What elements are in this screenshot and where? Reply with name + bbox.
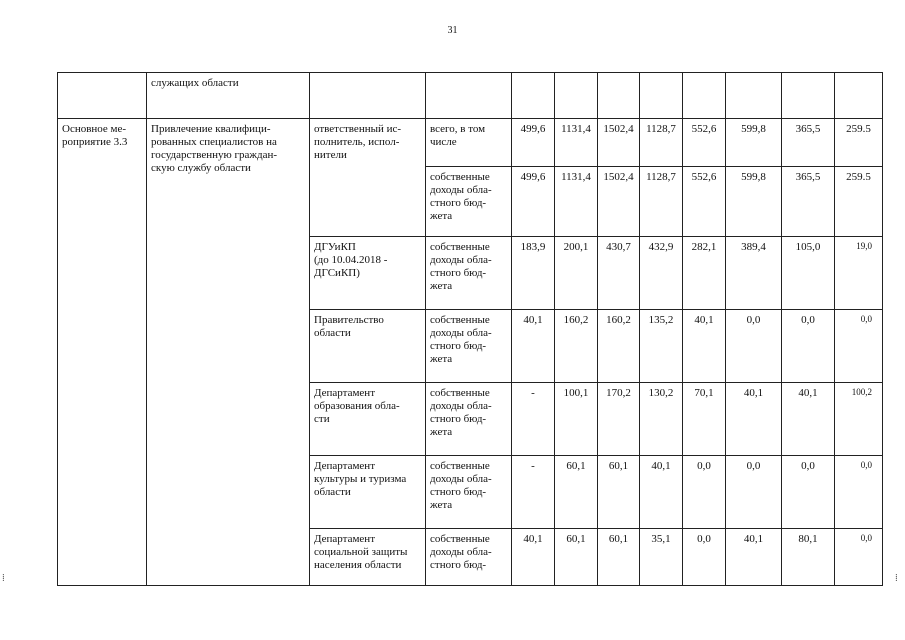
table-cell bbox=[555, 73, 598, 119]
executor-name: Департамент социальной защиты населения области bbox=[310, 529, 426, 586]
value-cell: 80,1 bbox=[782, 529, 835, 586]
funding-source: собственные доходы обла- стного бюд- bbox=[426, 529, 512, 586]
value-cell: - bbox=[512, 383, 555, 456]
value-cell: 1128,7 bbox=[640, 119, 683, 167]
value-cell: - bbox=[512, 456, 555, 529]
value-cell: 432,9 bbox=[640, 237, 683, 310]
budget-table bbox=[57, 72, 883, 586]
table-cell bbox=[640, 73, 683, 119]
executor-name: Правительство области bbox=[310, 310, 426, 383]
value-cell: 365,5 bbox=[782, 119, 835, 167]
event-name: Основное ме- роприятие 3.3 bbox=[58, 119, 147, 586]
table-cell bbox=[683, 73, 726, 119]
value-cell: 1502,4 bbox=[598, 119, 640, 167]
value-cell: 552,6 bbox=[683, 119, 726, 167]
value-cell: 0,0 bbox=[683, 456, 726, 529]
table-row bbox=[58, 119, 883, 167]
executor-name: ДГУиКП (до 10.04.2018 - ДГСиКП) bbox=[310, 237, 426, 310]
value-cell: 40,1 bbox=[782, 383, 835, 456]
value-cell: 599,8 bbox=[726, 167, 782, 237]
value-cell: 0,0 bbox=[726, 310, 782, 383]
value-cell: 0,0 bbox=[835, 310, 883, 383]
funding-source: собственные доходы обла- стного бюд- жета bbox=[426, 237, 512, 310]
value-cell: 365,5 bbox=[782, 167, 835, 237]
value-cell: 100,2 bbox=[835, 383, 883, 456]
scan-margin-mark: ⁞ bbox=[895, 573, 898, 584]
value-cell: 499,6 bbox=[512, 119, 555, 167]
value-cell: 70,1 bbox=[683, 383, 726, 456]
event-description-continued: служащих области bbox=[147, 73, 310, 119]
value-cell: 259.5 bbox=[835, 167, 883, 237]
value-cell: 160,2 bbox=[555, 310, 598, 383]
value-cell: 259.5 bbox=[835, 119, 883, 167]
value-cell: 0,0 bbox=[726, 456, 782, 529]
value-cell: 1128,7 bbox=[640, 167, 683, 237]
table-cell bbox=[726, 73, 782, 119]
funding-source: собственные доходы обла- стного бюд- жета bbox=[426, 167, 512, 237]
value-cell: 130,2 bbox=[640, 383, 683, 456]
table-cell bbox=[310, 73, 426, 119]
funding-source: всего, в том числе bbox=[426, 119, 512, 167]
value-cell: 0,0 bbox=[782, 456, 835, 529]
value-cell: 160,2 bbox=[598, 310, 640, 383]
value-cell: 0,0 bbox=[782, 310, 835, 383]
value-cell: 183,9 bbox=[512, 237, 555, 310]
value-cell: 105,0 bbox=[782, 237, 835, 310]
value-cell: 35,1 bbox=[640, 529, 683, 586]
scan-margin-mark: ⁞ bbox=[2, 573, 5, 584]
value-cell: 60,1 bbox=[598, 529, 640, 586]
funding-source: собственные доходы обла- стного бюд- жета bbox=[426, 310, 512, 383]
value-cell: 40,1 bbox=[512, 310, 555, 383]
table-cell bbox=[782, 73, 835, 119]
value-cell: 40,1 bbox=[640, 456, 683, 529]
event-description: Привлечение квалифици- рованных специалистов на государственную граждан- скую службу области bbox=[147, 119, 310, 586]
funding-source: собственные доходы обла- стного бюд- жета bbox=[426, 456, 512, 529]
value-cell: 599,8 bbox=[726, 119, 782, 167]
value-cell: 19,0 bbox=[835, 237, 883, 310]
table-cell bbox=[835, 73, 883, 119]
executor-name: Департамент образования обла- сти bbox=[310, 383, 426, 456]
value-cell: 0,0 bbox=[835, 456, 883, 529]
value-cell: 170,2 bbox=[598, 383, 640, 456]
funding-source: собственные доходы обла- стного бюд- жета bbox=[426, 383, 512, 456]
value-cell: 1131,4 bbox=[555, 119, 598, 167]
page-number: 31 bbox=[447, 25, 458, 36]
value-cell: 60,1 bbox=[555, 456, 598, 529]
value-cell: 60,1 bbox=[598, 456, 640, 529]
value-cell: 40,1 bbox=[726, 529, 782, 586]
value-cell: 100,1 bbox=[555, 383, 598, 456]
value-cell: 1131,4 bbox=[555, 167, 598, 237]
value-cell: 0,0 bbox=[683, 529, 726, 586]
value-cell: 40,1 bbox=[683, 310, 726, 383]
value-cell: 282,1 bbox=[683, 237, 726, 310]
table-cell bbox=[426, 73, 512, 119]
value-cell: 200,1 bbox=[555, 237, 598, 310]
table-cell bbox=[598, 73, 640, 119]
value-cell: 0,0 bbox=[835, 529, 883, 586]
responsible-executor: ответственный ис- полнитель, испол- нители bbox=[310, 119, 426, 237]
table-cell bbox=[58, 73, 147, 119]
value-cell: 1502,4 bbox=[598, 167, 640, 237]
value-cell: 552,6 bbox=[683, 167, 726, 237]
table-row bbox=[58, 73, 883, 119]
value-cell: 40,1 bbox=[512, 529, 555, 586]
table-cell bbox=[512, 73, 555, 119]
executor-name: Департамент культуры и туризма области bbox=[310, 456, 426, 529]
value-cell: 60,1 bbox=[555, 529, 598, 586]
value-cell: 499,6 bbox=[512, 167, 555, 237]
value-cell: 40,1 bbox=[726, 383, 782, 456]
value-cell: 135,2 bbox=[640, 310, 683, 383]
value-cell: 430,7 bbox=[598, 237, 640, 310]
value-cell: 389,4 bbox=[726, 237, 782, 310]
